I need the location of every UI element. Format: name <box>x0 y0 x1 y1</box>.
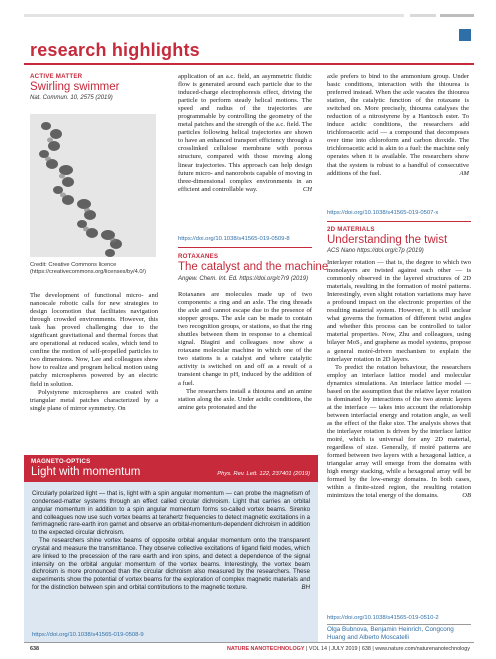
article2-body-col2 <box>178 291 312 412</box>
article2-doi-link[interactable]: https://doi.org/10.1038/s41565-019-0507-x <box>327 210 439 216</box>
box-paragraph: The researchers shine vortex beams of opposite orbital angular momentum onto the transparent crystal and measure the transmittance. They observe collective excitations of ligand field modes, which are linked to the precession of the rare earth and iron spins, and detect a dependence of the signal intensity on the orbital angular momentum of the vortex beams. Interestingly, the vortex beam dichroism is more pronounced than the circular dichroism also measured by the researchers. These experiments show the potential of vortex beams for the exploration of complex magnetic materials and for the distinction between spin and orbital contributions to the magnetic texture. <box>32 537 310 592</box>
box-signature: BH <box>301 584 310 592</box>
footer-journal: NATURE NANOTECHNOLOGY <box>227 646 305 652</box>
corner-marker <box>459 29 471 41</box>
box-title: Light with momentum <box>31 466 141 478</box>
article2-reference: Angew. Chem. Int. Ed. https://doi.org/c7r9 (2019) <box>178 276 309 282</box>
article2-paragraph: Rotaxanes are molecules made up of two components: a ring and an axle. The ring threads the axle and cannot escape due to the presence of stopper groups. The axle can be made to contain two recognition groups, or stations, so that the ring shuttles between them in response to a chemical signal. Biagini and colleagues now show a rotaxane molecular machine in which one of the two stations is a catalyst and where catalytic activity is switched on and off as a result of a transient change in pH, induced by the addition of a fuel. <box>178 291 312 387</box>
column-divider <box>178 247 312 248</box>
article2-body-col3 <box>327 73 469 178</box>
article1-body-col2 <box>178 73 312 194</box>
column-divider <box>327 221 471 222</box>
footer-rule <box>24 642 474 643</box>
article3-reference: ACS Nano https://doi.org/c7p (2019) <box>327 248 424 254</box>
highlight-box <box>24 455 318 642</box>
box-body <box>32 490 310 592</box>
article3-paragraph: To predict the rotation behaviour, the researchers employ an interlace lattice model and molecular dynamics simulations. An interlace lattice model — based on the assumption that the relative layer rotation is dominated by interactions of the two atomic layers at the interface — takes into account the relationship between interfacial energy and rotation angle, as well as the effect of the flake size. The analysis shows that the interlayer rotation is driven by the interface lattice moiré, which is universal for any 2D material, regardless of size. Generally, if moiré patterns are formed between two layers with a hexagonal lattice, a triangular array will emerge from the domains with high energy stacking, while a hexagonal array will be formed by the low-energy domains. In both cases, within a finite-sized region, the resulting rotation minimizes the total energy of the domains. <box>327 363 471 500</box>
author-rule <box>327 624 471 625</box>
footer-journal-info <box>227 646 470 652</box>
article1-doi-link[interactable]: https://doi.org/10.1038/s41565-019-0509-8 <box>178 236 290 242</box>
box-paragraph: Circularly polarized light — that is, light with a spin angular momentum — can probe the magnetism of condensed-matter systems through an effect called circular dichroism. Light that carries an orbital angular momentum in addition to a spin angular momentum forms so-called vortex beams. Sirenko and colleagues now use such vortex beams at terahertz frequencies to detect magnetic excitations in a ferrimagnetic rare-earth iron garnet and observe an orbital-momentum-dependent dichroism in addition to the expected circular dichroism. <box>32 490 310 537</box>
article2-paragraph: The researchers install a thiourea and an amine station along the axle. Under acidic conditions, the amine gets protonated and the <box>178 387 312 411</box>
footer-issue: | VOL 14 | JULY 2019 | 638 | www.nature.com/naturenanotechnology <box>305 646 470 652</box>
figure-credit: Credit: Creative Commons licence (https://creativecommons.org/licenses/by/4.0/) <box>30 262 147 276</box>
article3-paragraph: Interlayer rotation — that is, the degree to which two monolayers are twisted against each other — is commonly observed in the layered structures of 2D materials, resulting in the formation of moiré patterns. Interestingly, even slight rotation variations may have a profound impact on the electronic properties of the resulting material system. However, it is still unclear what governs the formation of different twist angles and whether this process can be controlled to tailor material properties. Now, Zhu and colleagues, using bilayer MoS₂ and graphene as model systems, propose a general moiré-driven mechanism to explain the interlayer rotation in 2D layers. <box>327 259 471 363</box>
box-header <box>24 455 318 482</box>
article2-category: ROTAXANES <box>178 253 219 260</box>
helical-trajectory-figure <box>30 114 156 257</box>
article3-body <box>327 259 471 500</box>
page-number: 638 <box>30 646 39 652</box>
helix-micrograph-image <box>30 114 156 257</box>
article1-title: Swirling swimmer <box>30 81 120 93</box>
article1-paragraph: Polystyrene microspheres are coated with triangular metal patches characterized by a single plane of mirror symmetry. On <box>30 388 158 412</box>
top-decoration-bar <box>24 14 474 22</box>
authors-credit: Olga Bubnova, Benjamin Heinrich, Congcong Huang and Alberto Moscatelli <box>327 626 454 641</box>
article2-title: The catalyst and the machine <box>178 261 329 273</box>
article1-body-col1 <box>30 292 158 413</box>
header-rule <box>24 63 474 65</box>
section-header: research highlights <box>30 40 200 60</box>
article1-signature: CH <box>302 185 312 193</box>
box-category: MAGNETO-OPTICS <box>31 458 91 465</box>
article1-category: ACTIVE MATTER <box>30 73 83 80</box>
article3-category: 2D MATERIALS <box>327 226 375 233</box>
article1-paragraph: The development of functional micro- and nanoscale robotic calls for new strategies to design locomotion that facilitates navigation through crowded environments. However, this task has proved challenging due to the significant gravitational and thermal forces that are operational at reduced scales, which tend to confine the motion of self-propelled particles to two dimensions. Now, Lee and colleagues show how to realize and program helical motion using patchy microspheres powered by an electric field in solution. <box>30 292 158 388</box>
article3-doi-link[interactable]: https://doi.org/10.1038/s41565-019-0510-2 <box>327 615 439 621</box>
box-reference: Phys. Rev. Lett. 122, 237401 (2019) <box>217 471 310 477</box>
article1-paragraph: application of an a.c. field, an asymmetric fluidic flow is generated around each particle due to the induced-charge electrophoresis effect, driving the particle to perform steady helical motions. The speed and radius of the trajectories are programmable by controlling the geometry of the metal patches and the strength of the a.c. field. The particles following helical trajectories are shown to have an enhanced transport efficiency through a crosslinked cellulose membrane with porous structure, compared with those moving along linear trajectories. This approach can help design future micro- and nanorobots capable of moving in three-dimensional complex environments in an efficient and controllable way. <box>178 73 312 193</box>
article1-reference: Nat. Commun. 10, 2575 (2019) <box>30 95 113 101</box>
article3-signature: OB <box>462 492 471 500</box>
article2-paragraph: axle prefers to bind to the ammonium group. Under basic conditions, interaction with the thiourea is preferred instead. When the axle vacates the thiourea station, the catalytic function of the rotaxane is switched on. More precisely, thiourea catalyses the reduction of a nitrostyrene by a Hantzsch ester. To induce acidic conditions, the researchers add trichloroacetic acid — a compound that decomposes over time into chloroform and carbon dioxide. The trichloroacetic acid is akin to a fuel: the machine only operates when it is available. The researchers show that the system is robust to a handful of consecutive additions of the fuel. <box>327 73 469 177</box>
article2-signature: AM <box>459 169 469 177</box>
box-doi-link[interactable]: https://doi.org/10.1038/s41565-019-0508-9 <box>32 632 144 638</box>
article3-title: Understanding the twist <box>327 234 448 246</box>
